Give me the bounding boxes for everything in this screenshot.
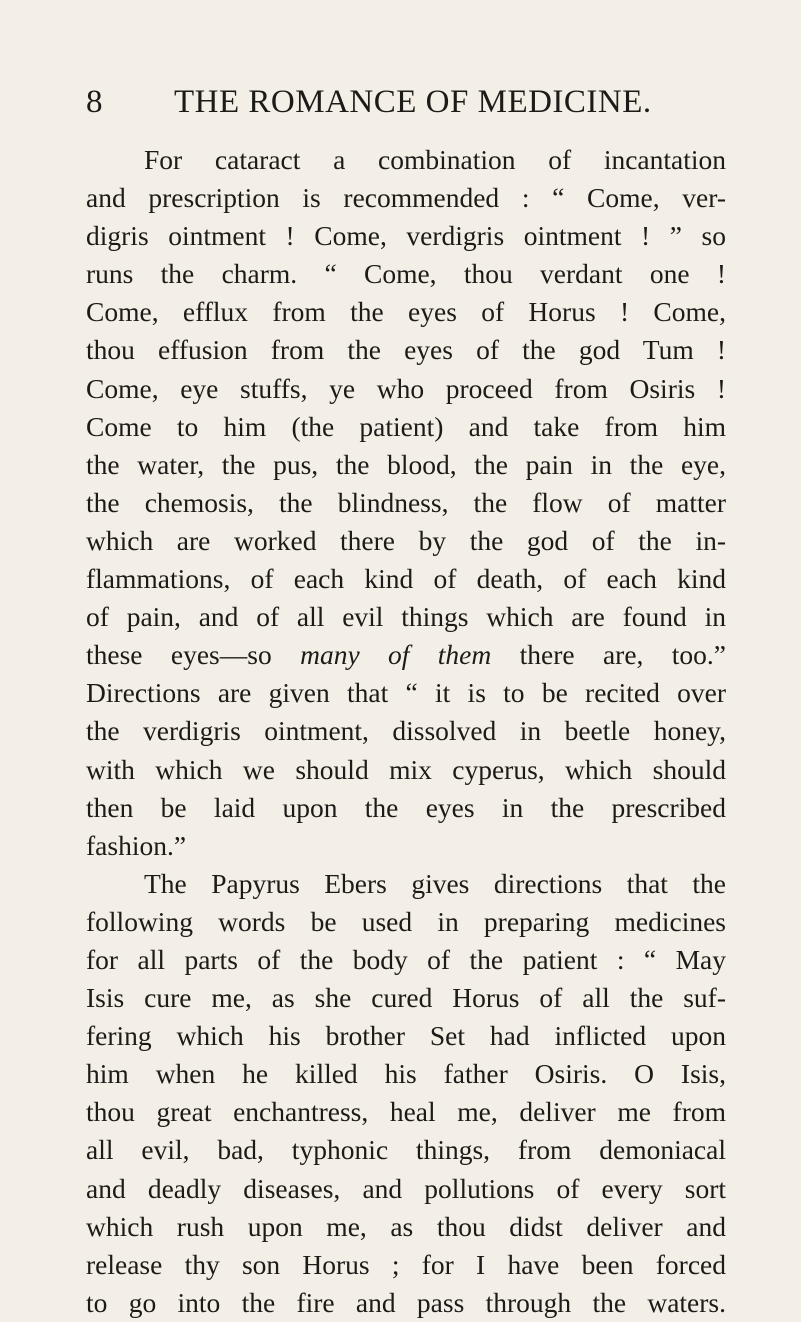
text-line: which are worked there by the god of the in- — [86, 524, 726, 556]
text-line: following words be used in preparing medicines — [86, 905, 726, 937]
text-line: runs the charm. “ Come, thou verdant one ! — [86, 258, 726, 290]
text-line: the chemosis, the blindness, the flow of matter — [86, 486, 726, 518]
text-line: thou great enchantress, heal me, deliver me from — [86, 1096, 726, 1128]
text-line: For cataract a combination of incantation — [144, 144, 726, 175]
running-head — [86, 82, 726, 122]
text-line: and deadly diseases, and pollutions of every sort — [86, 1172, 726, 1204]
text-line: which rush upon me, as thou didst deliver and — [86, 1210, 726, 1242]
italic-emphasis: many of them — [300, 639, 492, 671]
page-number: 8 — [86, 84, 103, 120]
text-line-with-emphasis — [86, 636, 726, 674]
body-text — [86, 141, 726, 1322]
text-line: for all parts of the body of the patient : “ May — [86, 943, 726, 975]
text-line: thou effusion from the eyes of the god Tum ! — [86, 334, 726, 366]
text-line: the verdigris ointment, dissolved in beetle honey, — [86, 715, 726, 747]
text-line: fering which his brother Set had inflicted upon — [86, 1020, 726, 1052]
text-line: Come, efflux from the eyes of Horus ! Come, — [86, 296, 726, 328]
text-segment: there are, too.” — [491, 639, 726, 671]
text-line: The Papyrus Ebers gives directions that the — [144, 867, 726, 899]
text-line: Isis cure me, as she cured Horus of all the suf- — [86, 982, 726, 1014]
text-line: then be laid upon the eyes in the prescribed — [86, 791, 726, 823]
text-segment: these eyes—so — [86, 639, 301, 671]
text-line: to go into the fire and pass through the waters. — [86, 1286, 726, 1318]
text-line: digris ointment ! Come, verdigris ointment ! ” so — [86, 220, 726, 252]
text-line: flammations, of each kind of death, of each kind — [86, 563, 726, 595]
running-head-title: THE ROMANCE OF MEDICINE. — [174, 84, 652, 120]
text-line: Come to him (the patient) and take from him — [86, 410, 726, 442]
text-line: Come, eye stuffs, ye who proceed from Osiris ! — [86, 372, 726, 404]
text-line: him when he killed his father Osiris. O Isis, — [86, 1058, 726, 1090]
text-line: Directions are given that “ it is to be recited over — [86, 677, 726, 709]
text-line: with which we should mix cyperus, which should — [86, 753, 726, 785]
text-line: all evil, bad, typhonic things, from demoniacal — [86, 1134, 726, 1166]
text-line: and prescription is recommended : “ Come, ver- — [86, 182, 726, 214]
text-line: release thy son Horus ; for I have been forced — [86, 1248, 726, 1280]
text-line: of pain, and of all evil things which are found in — [86, 601, 726, 633]
text-line: fashion.” — [86, 829, 187, 861]
text-line: the water, the pus, the blood, the pain in the eye, — [86, 448, 726, 480]
